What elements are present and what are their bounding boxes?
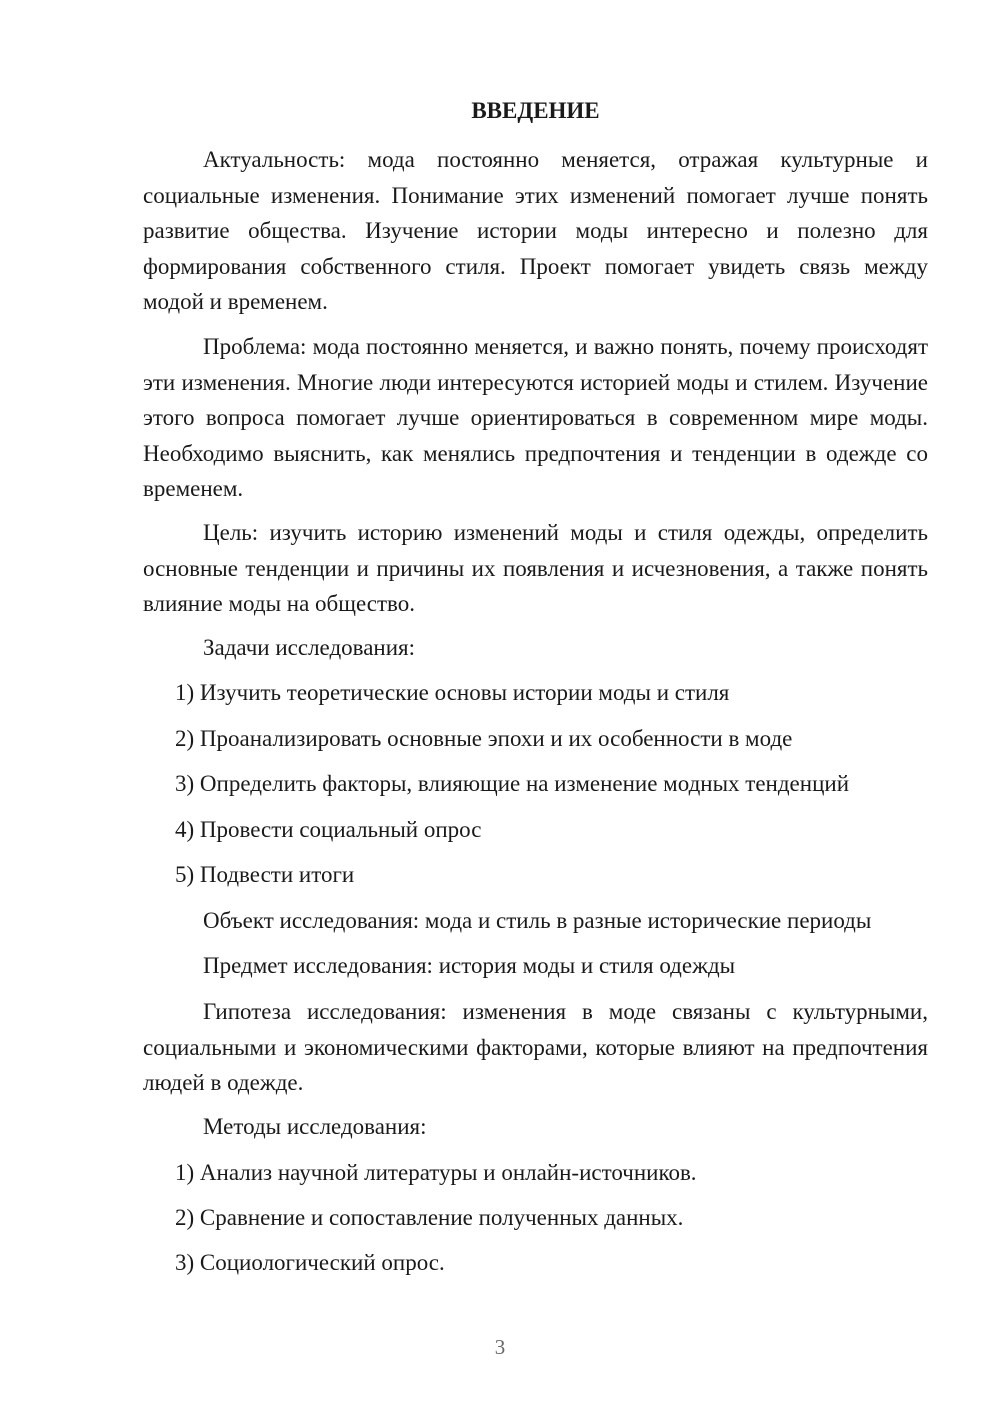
goal-paragraph: Цель: изучить историю изменений моды и стиля одежды, определить основные тенденции и причины их появления и исчезновения, а также понять влияние моды на общество. — [143, 520, 928, 616]
task-item: 5) Подвести итоги — [175, 862, 355, 887]
method-item: 1) Анализ научной литературы и онлайн-источников. — [175, 1160, 697, 1185]
research-object: Объект исследования: мода и стиль в разные исторические периоды — [203, 908, 872, 933]
task-item: 1) Изучить теоретические основы истории моды и стиля — [175, 680, 730, 705]
hypothesis-paragraph: Гипотеза исследования: изменения в моде связаны с культурными, социальными и экономическими факторами, которые влияют на предпочтения людей в одежде. — [143, 999, 928, 1095]
section-title: ВВЕДЕНИЕ — [471, 98, 600, 123]
method-item: 3) Социологический опрос. — [175, 1250, 445, 1275]
problem-paragraph: Проблема: мода постоянно меняется, и важно понять, почему происходят эти изменения. Многие люди интересуются историей моды и стилем. Изучение этого вопроса помогает лучше ориентироваться в современном мире моды. Необходимо выяснить, как менялись предпочтения и тенденции в одежде со временем. — [143, 334, 928, 501]
methods-heading: Методы исследования: — [203, 1114, 427, 1139]
method-item: 2) Сравнение и сопоставление полученных данных. — [175, 1205, 684, 1230]
task-item: 4) Провести социальный опрос — [175, 817, 482, 842]
page-number: 3 — [494, 1335, 506, 1359]
tasks-heading: Задачи исследования: — [203, 635, 416, 660]
relevance-paragraph: Актуальность: мода постоянно меняется, отражая культурные и социальные изменения. Понимание этих изменений помогает лучше понять развитие общества. Изучение истории моды интересно и полезно для формирования собственного стиля. Проект помогает увидеть связь между модой и временем. — [143, 147, 928, 314]
task-item: 3) Определить факторы, влияющие на изменение модных тенденций — [175, 771, 849, 796]
task-item: 2) Проанализировать основные эпохи и их особенности в моде — [175, 726, 793, 751]
research-subject: Предмет исследования: история моды и стиля одежды — [203, 953, 736, 978]
